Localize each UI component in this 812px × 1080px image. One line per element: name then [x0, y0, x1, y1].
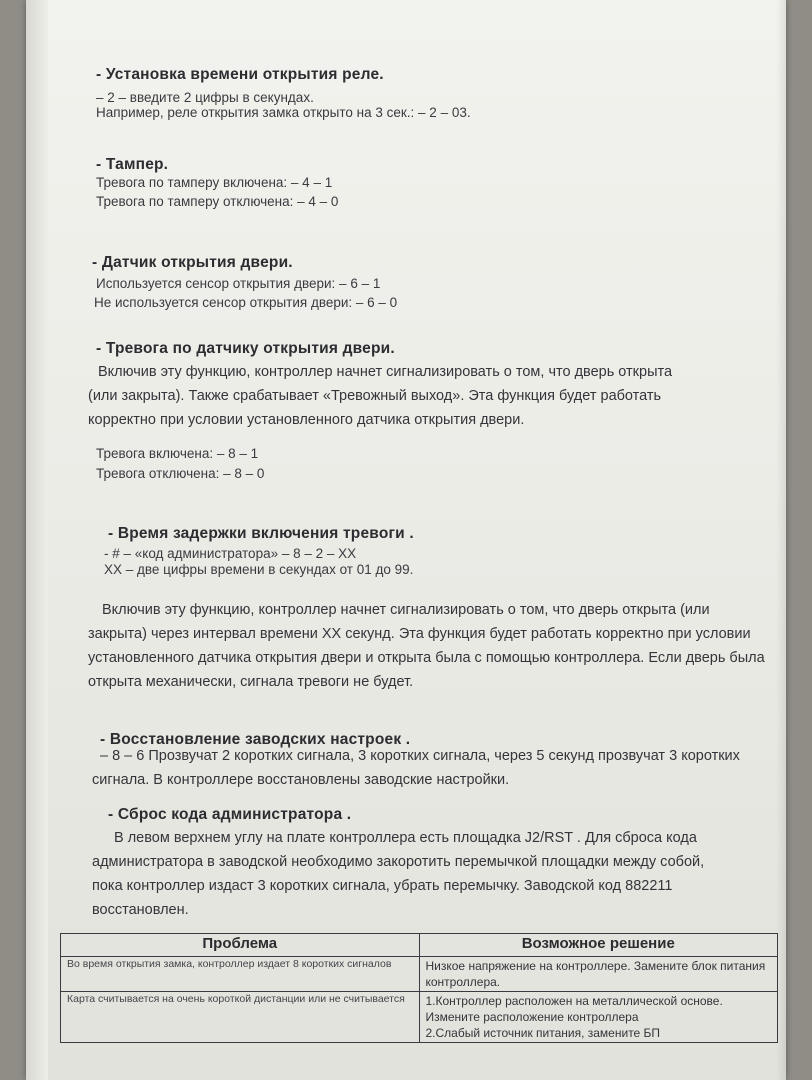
header-problem: Проблема: [61, 934, 420, 957]
alarm-delay-line-2: XX – две цифры времени в секундах от 01 до 99.: [104, 562, 414, 577]
door-alarm-paragraph: Включив эту функцию, контроллер начнет сигнализировать о том, что дверь открыта (или закрыта). Также срабатывает «Тревожный выход». Эта функция будет работать корректно при условии установленного датчика открытия двери.: [88, 364, 673, 428]
section-heading-tamper: - Тампер.: [96, 156, 169, 173]
door-sensor-line-2: Не используется сенсор открытия двери: – 6 – 0: [94, 295, 398, 310]
tamper-line-1: Тревога по тамперу включена: – 4 – 1: [96, 175, 333, 190]
row-2-solution: [419, 992, 778, 1043]
paper-fold: [26, 0, 48, 1080]
factory-reset-paragraph: – 8 – 6 Прозвучат 2 коротких сигнала, 3 коротких сигнала, через 5 секунд прозвучат 3 коротких сигнала. В контроллере восстановлены заводские настройки.: [92, 748, 740, 788]
table-row: [61, 957, 778, 992]
troubleshooting-table: [60, 933, 778, 1043]
relay-time-line-1: – 2 – введите 2 цифры в секундах.: [96, 90, 314, 105]
tamper-line-2: Тревога по тамперу отключена: – 4 – 0: [96, 194, 339, 209]
alarm-delay-paragraph: Включив эту функцию, контроллер начнет сигнализировать о том, что дверь открыта (или закрыта) через интервал времени XX секунд. Эта функция будет работать корректно при условии установленного датчика открытия двери и открыта была с помощью контроллера. Если дверь была открыта механически, сигнала тревоги не будет.: [88, 602, 765, 690]
section-heading-relay-time: - Установка времени открытия реле.: [96, 66, 384, 83]
door-alarm-line-1: Тревога включена: – 8 – 1: [96, 446, 259, 461]
row-2-problem: Карта считывается на очень короткой дистанции или не считывается: [61, 992, 420, 1043]
table-row: [61, 992, 778, 1043]
table-header-row: [61, 934, 778, 957]
section-heading-alarm-delay: - Время задержки включения тревоги .: [108, 525, 414, 542]
door-alarm-line-2: Тревога отключена: – 8 – 0: [96, 466, 265, 481]
section-heading-door-sensor: - Датчик открытия двери.: [92, 254, 293, 271]
row-1-problem: Во время открытия замка, контроллер издает 8 коротких сигналов: [61, 957, 420, 992]
relay-time-line-2: Например, реле открытия замка открыто на 3 сек.: – 2 – 03.: [96, 105, 471, 120]
admin-reset-paragraph: В левом верхнем углу на плате контроллера есть площадка J2/RST . Для сброса кода администратора в заводской необходимо закоротить перемычкой площадки между собой, пока контроллер издаст 3 коротких сигнала, убрать перемычку. Заводской код 882211 восстановлен.: [92, 830, 705, 918]
section-heading-admin-reset: - Сброс кода администратора .: [108, 806, 352, 823]
row-2-solution-line-2: 2.Слабый источник питания, замените БП: [425, 1026, 661, 1040]
row-2-solution-line-1: 1.Контроллер расположен на металлической основе. Измените расположение контроллера: [425, 994, 723, 1024]
section-heading-door-alarm: - Тревога по датчику открытия двери.: [96, 340, 395, 357]
header-solution: Возможное решение: [419, 934, 778, 957]
section-heading-factory-reset: - Восстановление заводских настроек .: [100, 731, 411, 748]
alarm-delay-line-1: - # – «код администратора» – 8 – 2 – XX: [104, 546, 357, 561]
paper-edge: [776, 0, 786, 1080]
door-sensor-line-1: Используется сенсор открытия двери: – 6 – 1: [96, 276, 381, 291]
row-1-solution: Низкое напряжение на контроллере. Замените блок питания контроллера.: [419, 957, 778, 992]
